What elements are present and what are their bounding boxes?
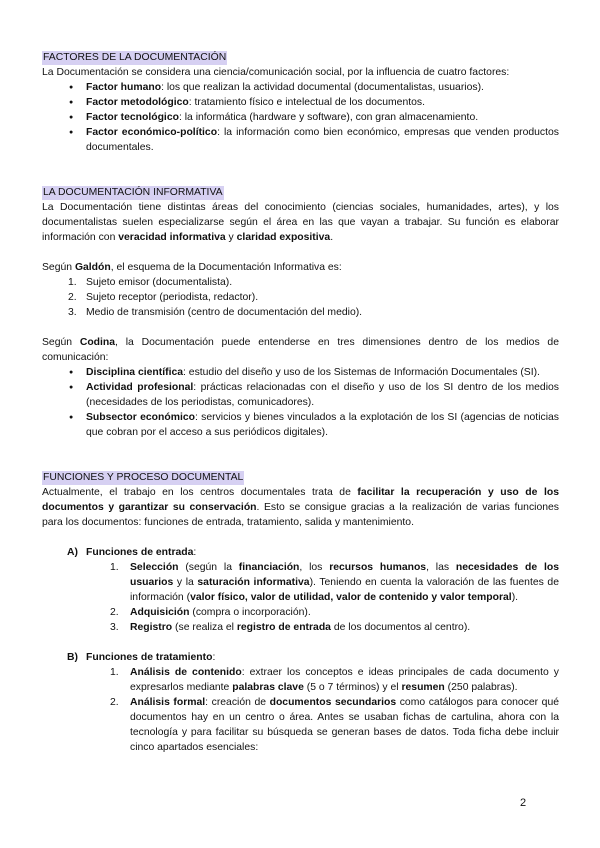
list-item: 1. Análisis de contenido: extraer los conceptos e ideas principales de cada documento y expresarlos mediante palabras clave (5 o 7 términos) y el resumen (250 palabras). <box>110 667 559 693</box>
tratamiento-list <box>42 665 559 755</box>
list-item: 3. Registro (se realiza el registro de entrada de los documentos al centro). <box>110 622 471 633</box>
paragraph: La Documentación se considera una ciencia/comunicación social, por la influencia de cuatro factores: <box>42 67 510 78</box>
list-item: ● Disciplina científica: estudio del diseño y uso de los Sistemas de Información Documentales (SI). <box>42 365 559 380</box>
document-page <box>42 50 559 755</box>
section-funciones <box>42 470 559 755</box>
subsection-tratamiento <box>42 650 559 755</box>
list-item: 3. Medio de transmisión (centro de documentación del medio). <box>68 307 363 318</box>
subsection-heading: B) Funciones de tratamiento: <box>67 652 216 663</box>
section-heading: LA DOCUMENTACIÓN INFORMATIVA <box>43 187 223 198</box>
section-heading: FUNCIONES Y PROCESO DOCUMENTAL <box>43 472 244 483</box>
list-item: ● Factor humano: los que realizan la actividad documental (documentalistas, usuarios). <box>42 80 559 95</box>
factor-list <box>42 80 559 155</box>
list-item: ● Factor tecnológico: la informática (hardware y software), con gran almacenamiento. <box>42 110 559 125</box>
codina-list <box>42 365 559 440</box>
list-item: ● Subsector económico: servicios y bienes vinculados a la explotación de los SI (agencias de noticias que cobran por el acceso a sus periódicos digitales). <box>42 410 559 440</box>
section-heading: FACTORES DE LA DOCUMENTACIÓN <box>43 52 227 63</box>
list-item: 1. Selección (según la financiación, los recursos humanos, las necesidades de los usuarios y la saturación informativa). Teniendo en cuenta la valoración de las fuentes de información (valor físico, valor de utilidad, valor de contenido y valor temporal). <box>110 562 559 603</box>
list-item: ● Factor metodológico: tratamiento físico e intelectual de los documentos. <box>42 95 559 110</box>
paragraph: La Documentación tiene distintas áreas del conocimiento (ciencias sociales, humanidades, artes), y los documentalistas suelen especializarse según el área en las que vayan a trabajar. Su función es elaborar información con veracidad informativa y claridad expositiva. <box>42 202 559 243</box>
list-item: 2. Adquisición (compra o incorporación). <box>110 607 311 618</box>
list-item: 2. Análisis formal: creación de documentos secundarios como catálogos para conocer qué documentos hay en un centro o área. Antes se usaban fichas de cartulina, ahora con la tecnología y para facilitar su búsqueda se generan bases de datos. Toda ficha debe incluir cinco apartados esenciales: <box>110 697 559 753</box>
galdon-list <box>42 275 559 320</box>
list-item: 1. Sujeto emisor (documentalista). <box>68 277 233 288</box>
paragraph: Según Codina, la Documentación puede entenderse en tres dimensiones dentro de los medios de comunicación: <box>42 337 559 363</box>
list-item: ● Factor económico-político: la información como bien económico, empresas que venden productos documentales. <box>42 125 559 155</box>
section-factores <box>42 50 559 155</box>
entrada-list <box>42 560 559 635</box>
list-item: ● Actividad profesional: prácticas relacionadas con el diseño y uso de los SI dentro de los medios (necesidades de los periodistas, comunicadores). <box>42 380 559 410</box>
subsection-heading: A) Funciones de entrada: <box>67 547 197 558</box>
list-item: 2. Sujeto receptor (periodista, redactor). <box>68 292 259 303</box>
section-documentacion-informativa <box>42 185 559 440</box>
paragraph: Actualmente, el trabajo en los centros documentales trata de facilitar la recuperación y uso de los documentos y garantizar su conservación. Esto se consigue gracias a la realización de varias funciones para los documentos: funciones de entrada, tratamiento, salida y mantenimiento. <box>42 487 560 528</box>
subsection-entrada <box>42 545 559 635</box>
paragraph: Según Galdón, el esquema de la Documentación Informativa es: <box>42 262 342 273</box>
page-number: 2 <box>520 797 527 809</box>
